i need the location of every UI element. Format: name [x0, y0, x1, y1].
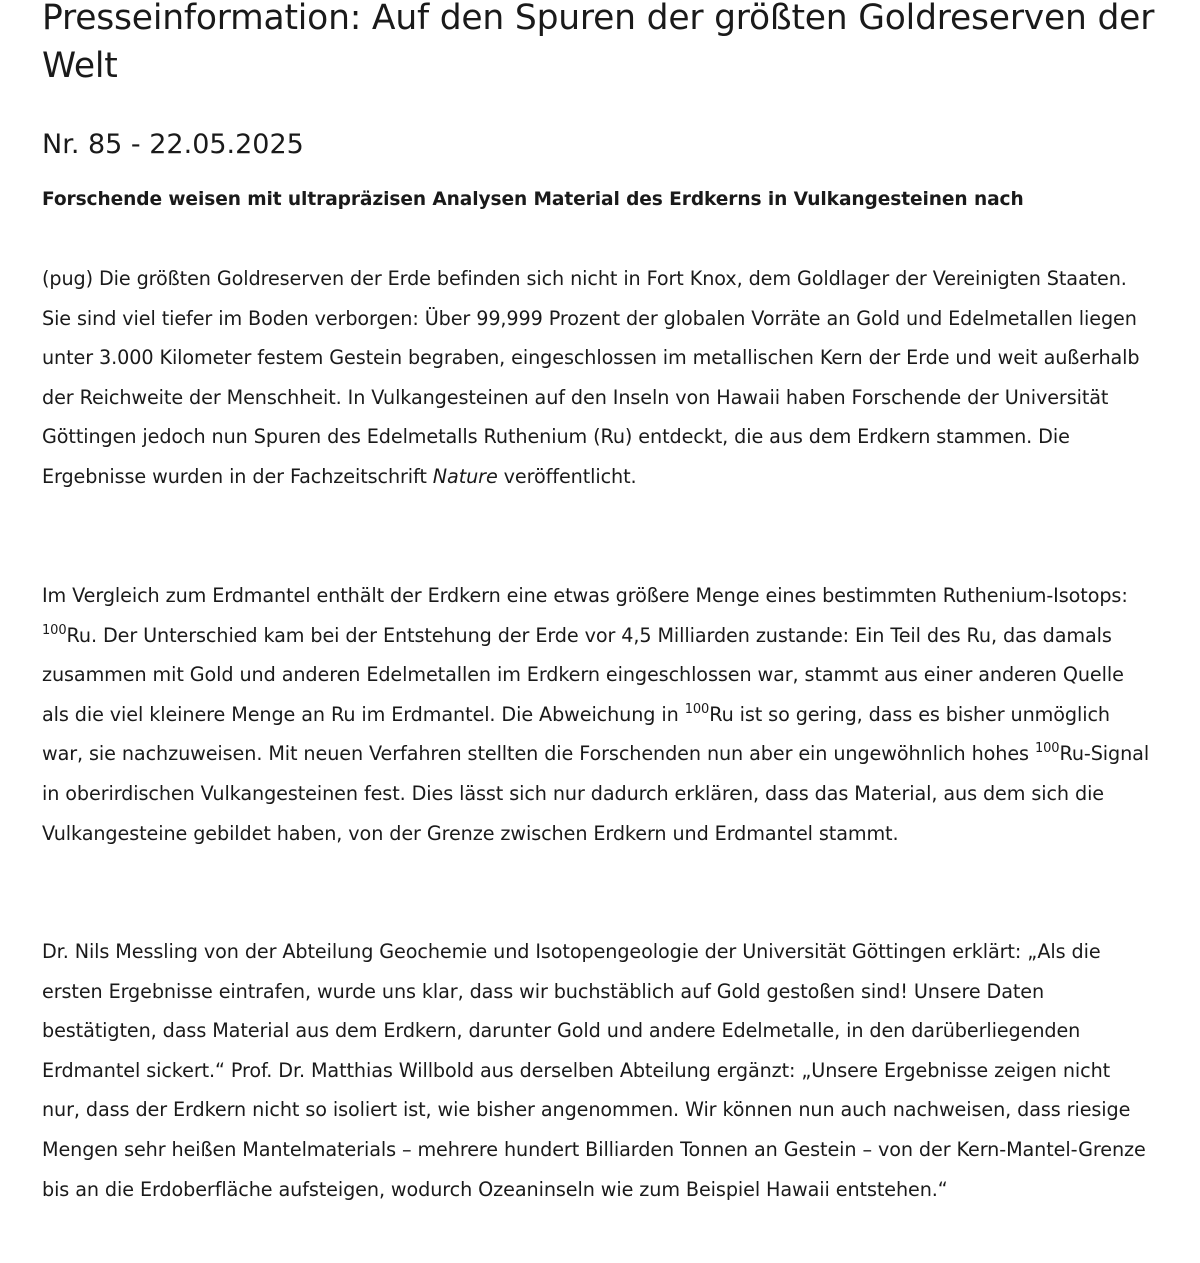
paragraph-intro-text-end: veröffentlicht. — [497, 464, 637, 488]
issue-number-date: Nr. 85 - 22.05.2025 — [42, 129, 304, 160]
isotope-superscript: 100 — [684, 701, 710, 717]
paragraph-isotope-text-2: Ru. Der Unterschied kam bei der Entstehung der Erde vor 4,5 Milliarden zustande: Ein Teil des Ru, das damals zusammen mit Gold und anderen Edelmetallen im Erdkern eingeschlossen war, stammt aus einer anderen Quelle als die viel kleinere Menge an Ru im Erdmantel. Die Abweichung in — [42, 623, 1124, 726]
paragraph-quotes — [42, 932, 1152, 1209]
paragraph-intro-text: (pug) Die größten Goldreserven der Erde befinden sich nicht in Fort Knox, dem Goldlager der Vereinigten Staaten. Sie sind viel tiefer im Boden verborgen: Über 99,999 Prozent der globalen Vorräte an Gold und Edelmetallen liegen unter 3.000 Kilometer festem Gestein begraben, eingeschlossen im metallischen Kern der Erde und weit außerhalb der Reichweite der Menschheit. In Vulkangesteinen auf den Inseln von Hawaii haben Forschende der Universität Göttingen jedoch nun Spuren des Edelmetalls Ruthenium (Ru) entdeckt, die aus dem Erdkern stammen. Die Ergebnisse wurden in der Fachzeitschrift — [42, 267, 1140, 488]
isotope-superscript: 100 — [42, 622, 67, 638]
paragraph-isotope-text-4: Ru-Signal in oberirdischen Vulkangesteinen fest. Dies lässt sich nur dadurch erklären, dass das Material, aus dem sich die Vulkangesteine gebildet haben, von der Grenze zwischen Erdkern und Erdmantel stammt. — [42, 742, 1150, 845]
paragraph-intro — [42, 259, 1152, 497]
isotope-superscript: 100 — [1034, 741, 1060, 757]
article-subtitle: Forschende weisen mit ultrapräzisen Analysen Material des Erdkerns in Vulkangesteinen nach — [42, 189, 1024, 210]
page-title: Presseinformation: Auf den Spuren der größten Goldreserven der Welt — [42, 0, 1155, 86]
paragraph-isotope-text-3: Ru ist so gering, dass es bisher unmöglich war, sie nachzuweisen. Mit neuen Verfahren stellten die Forschenden nun aber ein ungewöhnlich hohes — [42, 702, 1110, 766]
paragraph-isotope — [42, 576, 1152, 853]
paragraph-isotope-text-1: Im Vergleich zum Erdmantel enthält der Erdkern eine etwas größere Menge eines bestimmten Ruthenium-Isotops: — [42, 584, 1128, 607]
paragraph-quotes-text: Dr. Nils Messling von der Abteilung Geochemie und Isotopengeologie der Universität Göttingen erklärt: „Als die ersten Ergebnisse eintrafen, wurde uns klar, dass wir buchstäblich auf Gold gestoßen sind! Unsere Daten bestätigten, dass Material aus dem Erdkern, darunter Gold und andere Edelmetalle, in den darüberliegenden Erdmantel sickert.“ Prof. Dr. Matthias Willbold aus derselben Abteilung ergänzt: „Unsere Ergebnisse zeigen nicht nur, dass der Erdkern nicht so isoliert ist, wie bisher angenommen. Wir können nun auch nachweisen, dass riesige Mengen sehr heißen Mantelmaterials – mehrere hundert Billiarden Tonnen an Gestein – von der Kern-Mantel-Grenze bis an die Erdoberfläche aufsteigen, wodurch Ozeaninseln wie zum Beispiel Hawaii entstehen.“ — [42, 940, 1146, 1201]
journal-name: Nature — [432, 464, 498, 488]
